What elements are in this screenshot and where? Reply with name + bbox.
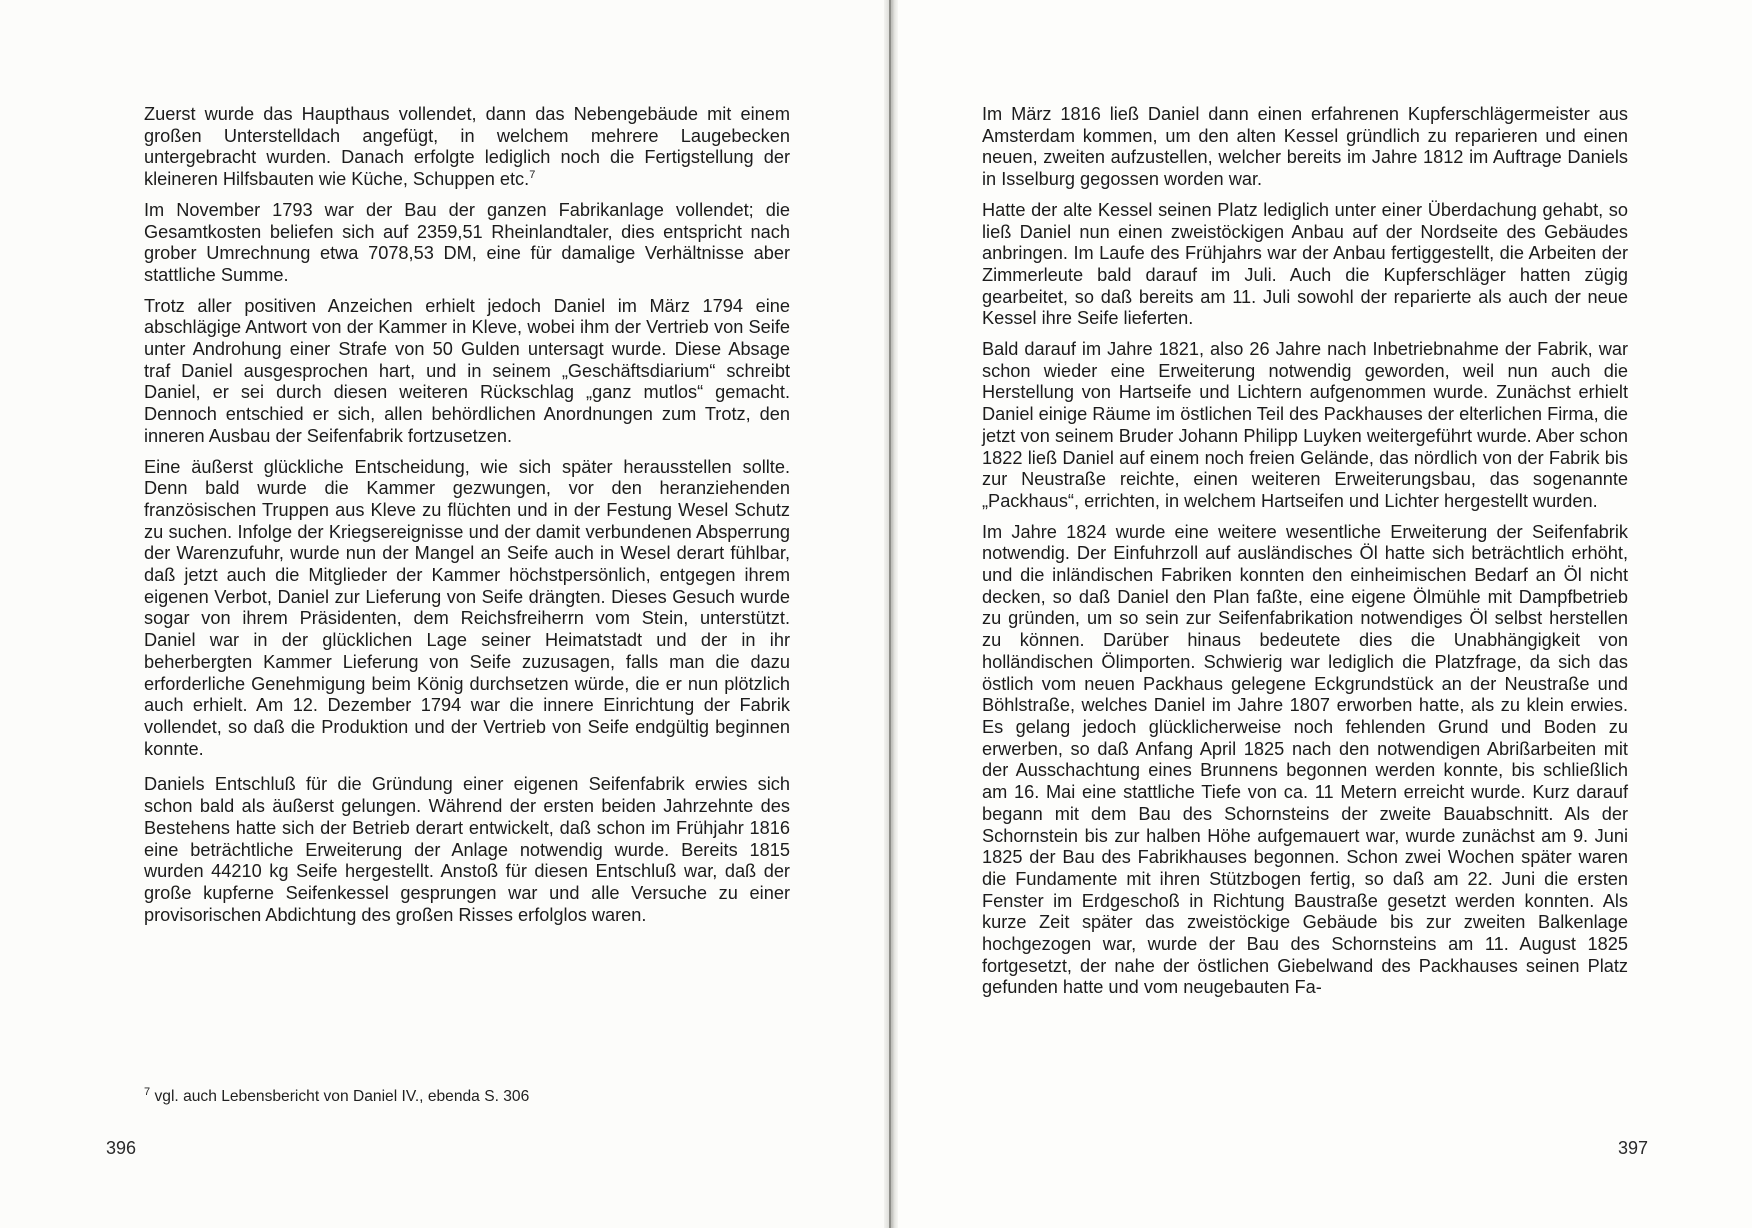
page-number-right: 397 [1618, 1138, 1649, 1158]
right-paragraph-1: Im März 1816 ließ Daniel dann einen erfahrenen Kupferschlägermeister aus Amsterdam kommen, um den alten Kessel gründlich zu reparieren und einen neuen, zweiten aufzustellen, welcher bereits im Jahre 1812 im Auftrage Daniels in Isselburg gegossen worden war. [982, 104, 1628, 190]
left-paragraph-3: Trotz aller positiven Anzeichen erhielt jedoch Daniel im März 1794 eine abschlägige Antwort von der Kammer in Kleve, wobei ihm der Vertrieb von Seife unter Androhung einer Strafe von 50 Gulden untersagt wurde. Diese Absage traf Daniel ausgesprochen hart, und in seinem „Geschäftsdiarium“ schreibt Daniel, er sei durch diesen weiteren Rückschlag „ganz mutlos“ gemacht. Dennoch entschied er sich, allen behördlichen Anordnungen zum Trotz, den inneren Ausbau der Seifenfabrik fortzusetzen. [144, 295, 790, 446]
left-paragraph-5: Daniels Entschluß für die Gründung einer eigenen Seifenfabrik erwies sich schon bald als äußerst gelungen. Während der ersten beiden Jahrzehnte des Bestehens hatte sich der Betrieb derart entwickelt, daß schon im Frühjahr 1816 eine beträchtliche Erweiterung der Anlage notwendig wurde. Bereits 1815 wurden 44210 kg Seife hergestellt. Anstoß für diesen Entschluß war, daß der große kupferne Seifenkessel gesprungen war und alle Versuche zu einer provisorischen Abdichtung des großen Risses erfolglos waren. [144, 774, 790, 925]
right-page [890, 0, 1752, 1228]
left-paragraph-4: Eine äußerst glückliche Entscheidung, wie sich später herausstellen sollte. Denn bald wurde die Kammer gezwungen, vor den heranziehenden französischen Truppen aus Kleve zu flüchten und in der Festung Wesel Schutz zu suchen. Infolge der Kriegsereignisse und der damit verbundenen Absperrung der Warenzufuhr, wurde nun der Mangel an Seife auch in Wesel derart fühlbar, daß jetzt auch die Mitglieder der Kammer höchstpersönlich, entgegen ihrem eigenen Verbot, Daniel zur Lieferung von Seife drängten. Dieses Gesuch wurde sogar von ihrem Präsidenten, dem Reichsfreiherrn vom Stein, unterstützt. Daniel war in der glücklichen Lage seiner Heimatstadt und der in ihr beherbergten Kammer Lieferung von Seife zuzusagen, falls man die dazu erforderliche Genehmigung beim König durchsetzen würde, die er nun plötzlich auch erhielt. Am 12. Dezember 1794 war die innere Einrichtung der Fabrik vollendet, so daß die Produktion und der Vertrieb von Seife endgültig beginnen konnte. [144, 456, 790, 759]
footnote [144, 1085, 530, 1106]
right-text-column [982, 104, 1628, 1008]
right-paragraph-3: Bald darauf im Jahre 1821, also 26 Jahre nach Inbetriebnahme der Fabrik, war schon wieder eine Erweiterung notwendig geworden, weil nun auch die Herstellung von Hartseife und Lichtern aufgenommen wurde. Zunächst erhielt Daniel einige Räume im östlichen Teil des Packhauses der elterlichen Firma, die jetzt von seinem Bruder Johann Philipp Luyken weitergeführt wurde. Aber schon 1822 ließ Daniel auf einem noch freien Gelände, das nördlich von der Fabrik bis zur Neustraße reichte, einen weiteren Erweiterungsbau, das sogenannte „Packhaus“, errichten, in welchem Hartseifen und Lichter hergestellt wurden. [982, 339, 1628, 511]
page-number-left: 396 [106, 1138, 137, 1158]
left-paragraph-1: Zuerst wurde das Haupthaus vollendet, dann das Nebengebäude mit einem großen Unterstelldach angefügt, in welchem mehrere Laugebecken untergebracht wurden. Danach erfolgte lediglich noch die Fertigstellung der kleineren Hilfsbauten wie Küche, Schuppen etc.$^7$ [144, 104, 790, 190]
footnote-reference: 7 [529, 169, 536, 182]
right-paragraph-4: Im Jahre 1824 wurde eine weitere wesentliche Erweiterung der Seifenfabrik notwendig. Der Einfuhrzoll auf ausländisches Öl hatte sich beträchtlich erhöht, und die inländischen Fabriken konnten den einheimischen Bedarf an Öl nicht decken, so daß Daniel den Plan faßte, eine eigene Ölmühle mit Dampfbetrieb zu gründen, um so sein zur Seifenfabrikation notwendiges Öl selbst herstellen zu können. Darüber hinaus bedeutete dies die Unabhängigkeit von holländischen Ölimporten. Schwierig war lediglich die Platzfrage, da sich das östlich vom neuen Packhaus gelegene Eckgrundstück an der Neustraße und Böhlstraße, welches Daniel im Jahre 1807 erworben hatte, als zu klein erwies. Es gelang jedoch glücklicherweise noch fehlenden Grund und Boden zu erwerben, so daß Anfang April 1825 nach den notwendigen Abrißarbeiten mit der Ausschachtung eines Brunnens begonnen werden konnte, bis schließlich am 16. Mai eine stattliche Tiefe von ca. 11 Metern erreicht wurde. Kurz darauf begann mit dem Bau des Schornsteins der zweite Bauabschnitt. Als der Schornstein bis zur halben Höhe aufgemauert war, wurde zunächst am 9. Juni 1825 der Bau des Fabrikhauses begonnen. Schon zwei Wochen später waren die Fundamente mit ihren Stützbogen fertig, so daß am 22. Juni die ersten Fenster im Erdgeschoß in Richtung Baustraße gesetzt werden konnten. Als kurze Zeit später das zweistöckige Gebäude bis zur zweiten Balkenlage hochgezogen war, wurde der Bau des Schornsteins am 11. August 1825 fortgesetzt, der nahe der östlichen Giebelwand des Packhauses seinen Platz gefunden hatte und vom neugebauten Fa- [982, 521, 1628, 998]
left-text-column [144, 104, 790, 935]
left-paragraph-2: Im November 1793 war der Bau der ganzen Fabrikanlage vollendet; die Gesamtkosten beliefen sich auf 2359,51 Rheinlandtaler, dies entspricht nach grober Umrechnung etwa 7078,53 DM, eine für damalige Verhältnisse aber stattliche Summe. [144, 199, 790, 285]
right-paragraph-2: Hatte der alte Kessel seinen Platz lediglich unter einer Überdachung gehabt, so ließ Daniel nun einen zweistöckigen Anbau auf der Nordseite des Gebäudes anbringen. Im Laufe des Frühjahrs war der Anbau fertiggestellt, die Arbeiten der Zimmerleute bald darauf im Juli. Auch die Kupferschläger hatten zügig gearbeitet, so daß bereits am 11. Juli sowohl der reparierte als auch der neue Kessel ihre Seife lieferten. [982, 199, 1628, 329]
footnote-text: vgl. auch Lebensbericht von Daniel IV., ebenda S. 306 [154, 1088, 530, 1105]
book-gutter [884, 0, 898, 1228]
gutter-fold-line [889, 0, 891, 1228]
footnote-marker: 7 [144, 1085, 151, 1098]
